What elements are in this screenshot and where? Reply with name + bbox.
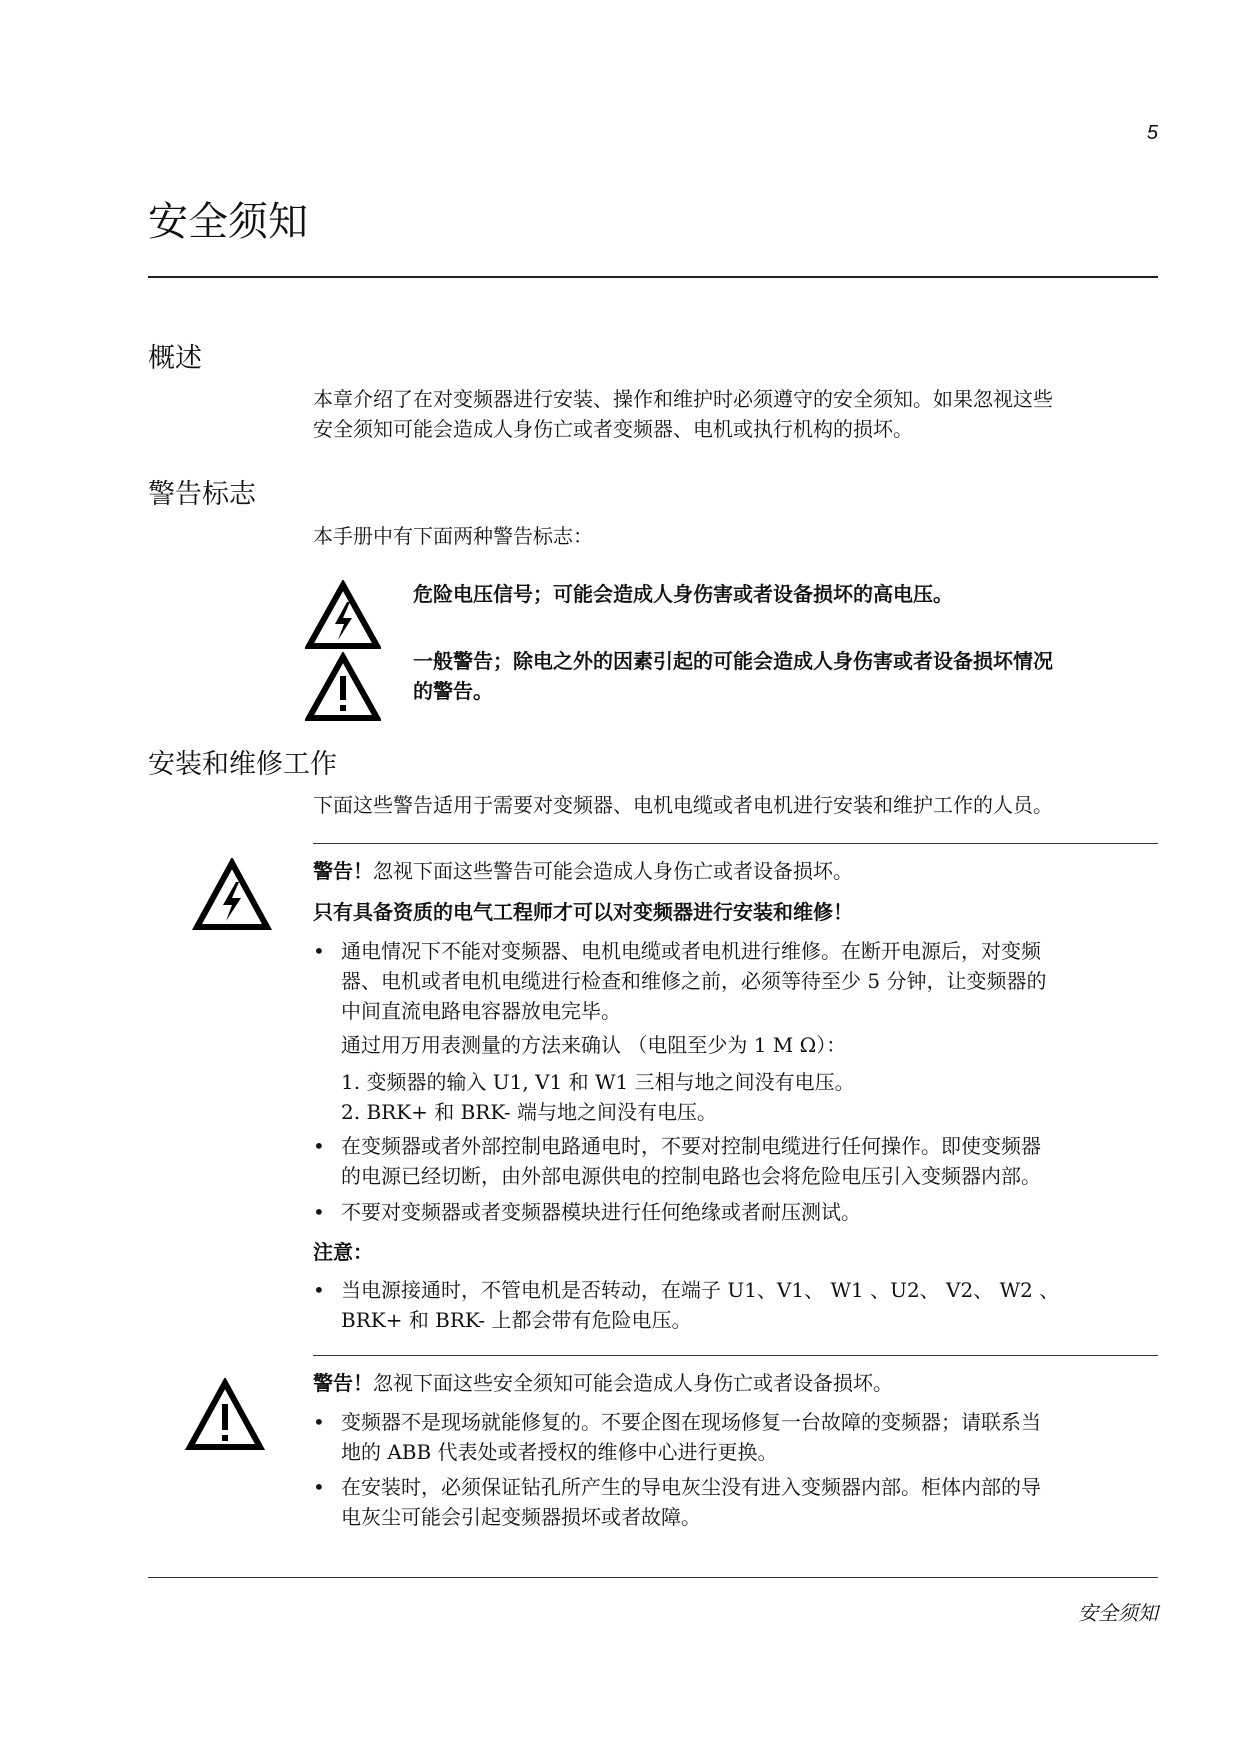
block2-warning-label: 警告！ (313, 1371, 373, 1395)
list-item (313, 1275, 1143, 1335)
block1-warning-label: 警告！ (313, 859, 373, 883)
bullet-symbol: • (313, 1475, 325, 1499)
block2-warning-text: 忽视下面这些安全须知可能会造成人身伤亡或者设备损坏。 (373, 1371, 893, 1395)
bullet-symbol: • (313, 1134, 325, 1158)
measure-instruction: 通过用万用表测量的方法来确认 （电阻至少为 1 M Ω）： (341, 1033, 847, 1057)
dangerous-voltage-description: 危险电压信号；可能会造成人身伤害或者设备损坏的高电压。 (413, 582, 953, 606)
overview-line-1: 本章介绍了在对变频器进行安装、操作和维护时必须遵守的安全须知。如果忽视这些 (313, 387, 1053, 411)
list-item (313, 1131, 1143, 1191)
warning-symbols-heading: 警告标志 (148, 479, 256, 510)
block1-divider (313, 843, 1158, 844)
bullet-line: 地的 ABB 代表处或者授权的维修中心进行更换。 (341, 1440, 778, 1464)
bullet-line: 当电源接通时，不管电机是否转动，在端子 U1、V1、 W1 、U2、 V2、 W2 、 (341, 1278, 1060, 1302)
bullet-symbol: • (313, 939, 325, 963)
list-item (313, 1407, 1143, 1467)
bullet-line: 不要对变频器或者变频器模块进行任何绝缘或者耐压测试。 (341, 1200, 861, 1224)
general-warning-line-2: 的警告。 (413, 679, 493, 703)
footer-chapter-name: 安全须知 (1078, 1601, 1158, 1625)
bullet-symbol: • (313, 1410, 325, 1434)
bullet-symbol: • (313, 1200, 325, 1224)
overview-line-2: 安全须知可能会造成人身伤亡或者变频器、电机或执行机构的损坏。 (313, 417, 913, 441)
bullet-line: 变频器不是现场就能修复的。不要企图在现场修复一台故障的变频器；请联系当 (341, 1410, 1041, 1434)
qualified-electrician-notice: 只有具备资质的电气工程师才可以对变频器进行安装和维修！ (313, 900, 853, 924)
note-label: 注意： (313, 1240, 373, 1264)
bullet-symbol: • (313, 1278, 325, 1302)
bullet-line: 的电源已经切断，由外部电源供电的控制电路也会将危险电压引入变频器内部。 (341, 1164, 1041, 1188)
title-divider (148, 276, 1158, 278)
footer-divider (148, 1577, 1158, 1578)
list-item (313, 1472, 1143, 1532)
chapter-title: 安全须知 (148, 199, 308, 245)
block1-warning-text: 忽视下面这些警告可能会造成人身伤亡或者设备损坏。 (373, 859, 853, 883)
measure-step-1: 1. 变频器的输入 U1, V1 和 W1 三相与地之间没有电压。 (341, 1070, 855, 1094)
warning-symbols-intro: 本手册中有下面两种警告标志： (313, 524, 593, 548)
general-warning-icon (185, 1378, 265, 1452)
bullet-line: 电灰尘可能会引起变频器损坏或者故障。 (341, 1505, 701, 1529)
overview-paragraph (313, 384, 1163, 444)
block2-warning (313, 1368, 1163, 1398)
bullet-line: 器、电机或者电机电缆进行检查和维修之前，必须等待至少 5 分钟，让变频器的 (341, 969, 1047, 993)
general-warning-line-1: 一般警告；除电之外的因素引起的可能会造成人身伤害或者设备损坏情况 (413, 649, 1053, 673)
general-warning-description (413, 646, 1163, 706)
list-item (313, 1197, 1143, 1227)
list-item (313, 936, 1143, 1026)
measure-step-2: 2. BRK+ 和 BRK- 端与地之间没有电压。 (341, 1100, 717, 1124)
overview-heading: 概述 (148, 343, 202, 374)
bullet-line: 在安装时，必须保证钻孔所产生的导电灰尘没有进入变频器内部。柜体内部的导 (341, 1475, 1041, 1499)
block1-warning (313, 856, 1163, 886)
high-voltage-warning-icon (192, 858, 272, 932)
high-voltage-warning-icon (305, 580, 381, 650)
page-number: 5 (1146, 122, 1158, 144)
measure-steps (341, 1067, 1141, 1127)
block2-divider (313, 1355, 1158, 1356)
bullet-line: BRK+ 和 BRK- 上都会带有危险电压。 (341, 1308, 692, 1332)
installation-heading: 安装和维修工作 (148, 749, 337, 780)
installation-intro: 下面这些警告适用于需要对变频器、电机电缆或者电机进行安装和维护工作的人员。 (313, 793, 1053, 817)
bullet-line: 在变频器或者外部控制电路通电时，不要对控制电缆进行任何操作。即使变频器 (341, 1134, 1041, 1158)
bullet-line: 通电情况下不能对变频器、电机电缆或者电机进行维修。在断开电源后，对变频 (341, 939, 1041, 963)
general-warning-icon (305, 652, 381, 722)
bullet-line: 中间直流电路电容器放电完毕。 (341, 999, 621, 1023)
